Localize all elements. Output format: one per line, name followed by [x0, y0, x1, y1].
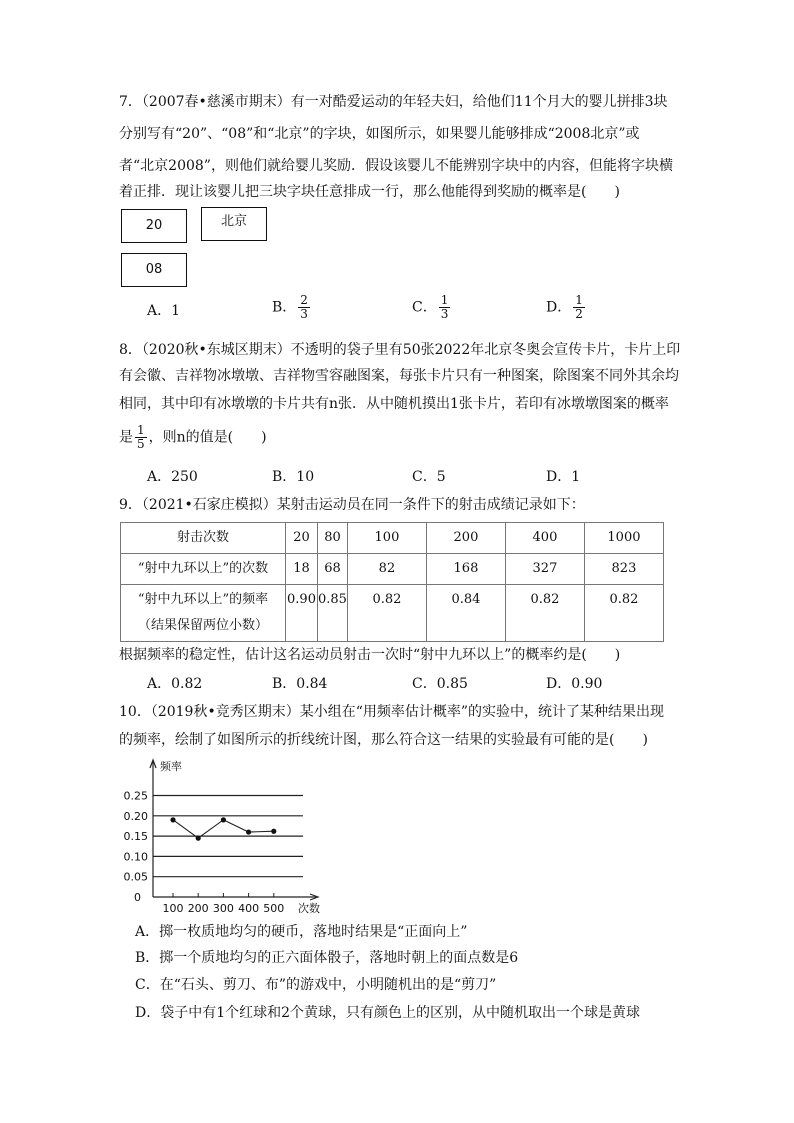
- q10-line-2: 的频率，绘制了如图所示的折线统计图，那么符合这一结果的实验最有可能的是( ): [119, 732, 648, 748]
- q8-line-1: 8．（2020秋•东城区期末）不透明的袋子里有50张2022年北京冬奥会宣传卡片，卡片上印: [119, 342, 681, 358]
- table-cell: 0.90: [286, 585, 318, 642]
- data-point: [246, 829, 251, 834]
- q10-option-c: C．在“石头、剪刀、布”的游戏中，小明随机出的是“剪刀”: [135, 977, 497, 993]
- table-cell: 20: [286, 523, 318, 554]
- table-row: [121, 554, 664, 585]
- x-tick-label: 500: [263, 902, 285, 915]
- fraction: $\frac{1}{3}$: [440, 293, 449, 321]
- shooting-record-table: [120, 522, 664, 642]
- tile-20: 20: [121, 209, 187, 243]
- table-cell: 1000: [584, 523, 663, 554]
- q7-line-2: 分别写有“20”、“08”和“北京”的字块，如图所示，如果婴儿能够排成“2008北京”或: [119, 126, 640, 142]
- q8-line-2: 有会徽、吉祥物冰墩墩、吉祥物雪容融图案，每张卡片只有一种图案，除图案不同外其余均: [119, 368, 679, 384]
- y-tick-label: 0.20: [123, 809, 148, 823]
- table-cell: 200: [426, 523, 505, 554]
- table-cell: 射击次数: [121, 523, 286, 554]
- fraction: $\frac{2}{3}$: [300, 293, 308, 321]
- table-cell: “射中九环以上”的频率 （结果保留两位小数）: [121, 585, 286, 642]
- q7-line-4: 着正排．现让该婴儿把三块字块任意排成一行，那么他能得到奖励的概率是( ): [119, 184, 620, 200]
- q10-option-a: A．掷一枚质地均匀的硬币，落地时结果是“正面向上”: [135, 924, 468, 940]
- table-cell: 0.82: [584, 585, 663, 642]
- table-cell: 0.82: [505, 585, 584, 642]
- series-line: [173, 820, 274, 838]
- table-cell: “射中九环以上”的次数: [121, 554, 286, 585]
- table-cell: 823: [584, 554, 663, 585]
- data-point: [170, 817, 175, 822]
- y-tick-label: 0.15: [123, 830, 148, 844]
- data-point: [196, 836, 201, 841]
- q8-line-4: 是 $\frac{1}{5}$ ，则n的值是( ): [119, 423, 267, 451]
- x-tick-label: 400: [238, 902, 260, 915]
- table-cell: 18: [286, 554, 318, 585]
- table-cell: 0.84: [426, 585, 505, 642]
- tile-08: 08: [121, 253, 187, 287]
- data-point: [221, 817, 226, 822]
- tile-beijing: 北京: [201, 207, 267, 241]
- x-tick-label: 200: [187, 902, 209, 915]
- table-cell: 168: [426, 554, 505, 585]
- q8-option-a: A．250: [147, 469, 198, 485]
- y-tick-label: 0.25: [123, 789, 148, 803]
- table-cell: 0.82: [347, 585, 426, 642]
- table-cell: 400: [505, 523, 584, 554]
- table-cell: 82: [347, 554, 426, 585]
- table-cell: 68: [318, 554, 348, 585]
- q10-option-d: D．袋子中有1个红球和2个黄球，只有颜色上的区别，从中随机取出一个球是黄球: [135, 1005, 641, 1021]
- q9-after: 根据频率的稳定性，估计这名运动员射击一次时“射中九环以上”的概率约是( ): [119, 647, 621, 663]
- q8-option-b: B．10: [272, 469, 315, 485]
- q10-line-1: 10．（2019秋•竞秀区期末）某小组在“用频率估计概率”的实验中，统计了某种结果出现: [119, 704, 665, 720]
- q7-option-c: C． $\frac{1}{3}$: [412, 293, 449, 321]
- q9-option-b: B．0.84: [272, 676, 328, 692]
- table-cell: 80: [318, 523, 348, 554]
- q8-line-3: 相同，其中印有冰墩墩的卡片共有n张．从中随机摸出1张卡片，若印有冰墩墩图案的概率: [119, 396, 669, 412]
- y-tick-label: 0.05: [123, 870, 148, 884]
- fraction: $\frac{1}{5}$: [137, 423, 145, 451]
- q7-line-3: 者“北京2008”，则他们就给婴儿奖励．假设该婴儿不能辨别字块中的内容，但能将字块横: [119, 158, 673, 174]
- frequency-line-chart: [110, 752, 350, 922]
- fraction: $\frac{1}{2}$: [575, 293, 583, 321]
- x-tick-label: 100: [162, 902, 184, 915]
- q8-option-d: D．1: [546, 469, 581, 485]
- origin-label: 0: [134, 891, 141, 904]
- q10-option-b: B．掷一个质地均匀的正六面体骰子，落地时朝上的面点数是6: [135, 950, 519, 966]
- y-tick-label: 0.10: [123, 850, 148, 864]
- table-row: [121, 523, 664, 554]
- q9-option-c: C．0.85: [412, 676, 468, 692]
- q7-option-d: D． $\frac{1}{2}$: [546, 293, 583, 321]
- q9-line-1: 9．（2021•石家庄模拟）某射击运动员在同一条件下的射击成绩记录如下：: [119, 497, 585, 513]
- q7-option-b: B． $\frac{2}{3}$: [272, 293, 308, 321]
- table-cell: 327: [505, 554, 584, 585]
- data-point: [271, 829, 276, 834]
- x-tick-label: 300: [212, 902, 234, 915]
- x-axis-label: 次数: [298, 902, 320, 915]
- q9-option-d: D．0.90: [546, 676, 603, 692]
- q7-line-1: 7．（2007春•慈溪市期末）有一对酷爱运动的年轻夫妇，给他们11个月大的婴儿拼排3块: [119, 94, 668, 110]
- q8-option-c: C．5: [412, 469, 446, 485]
- q9-option-a: A．0.82: [147, 676, 203, 692]
- q7-option-a: A．1: [147, 303, 181, 319]
- table-cell: 0.85: [318, 585, 348, 642]
- table-row: [121, 585, 664, 642]
- y-axis-label: 频率: [160, 760, 182, 773]
- table-cell: 100: [347, 523, 426, 554]
